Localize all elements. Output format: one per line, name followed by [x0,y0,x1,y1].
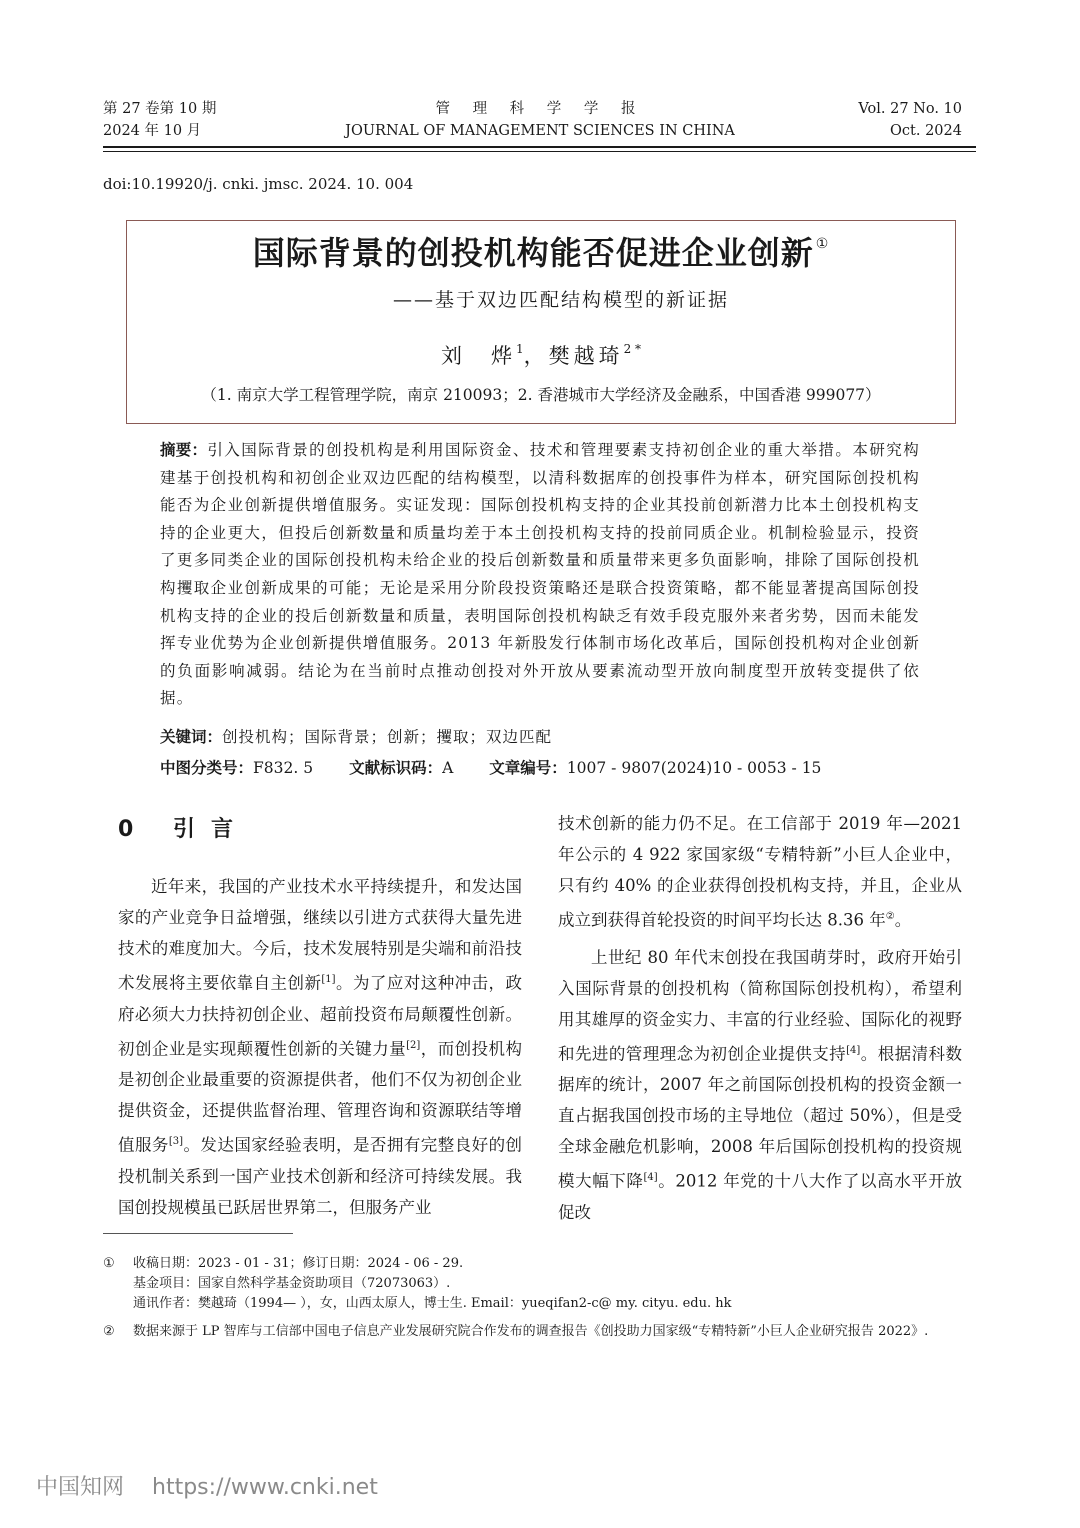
text-run: 。2012 年党的十八大作了以高水平开放促改 [558,1171,962,1222]
footnote-marker[interactable]: ② [885,911,895,922]
abstract-text: 引入国际背景的创投机构是利用国际资金、技术和管理要素支持初创企业的重大举措。本研究构建基于创投机构和初创企业双边匹配的结构模型，以清科数据库的创投事件为样本，研究国际创投机构能否为企业创新提供增值服务。实证发现：国际创投机构支持的企业其投前创新潜力比本土创投机构支持的企业更大，但投后创新数量和质量均差于本土创投机构支持的投前同质企业。机制检验显示，投资了更多同类企业的国际创投机构未给企业的投后创新数量和质量带来更多负面影响，排除了国际创投机构攫取企业创新成果的可能；无论是采用分阶段投资策略还是联合投资策略，都不能显著提高国际创投机构支持的企业的投后创新数量和质量，表明国际创投机构缺乏有效手段克服外来者劣势，因而未能发挥专业优势为企业创新提供增值服务。2013 年新股发行体制市场化改革后，国际创投机构对企业创新的负面影响减弱。结论为在当前时点推动创投对外开放从要素流动型开放向制度型开放转变提供了依据。 [160,441,920,708]
footnote-text: 数据来源于 LP 智库与工信部中国电子信息产业发展研究院合作发布的调查报告《创投助力国家级“专精特新”小巨人企业研究报告 2022》. [133,1324,929,1339]
text-run: 。为了应对这种冲击，政府必须大力扶持初创企业、超前投资布局颠覆性创新。初创企业是实现颠覆性创新的关键力量 [118,973,523,1058]
journal-name-en: JOURNAL OF MANAGEMENT SCIENCES IN CHINA [345,123,735,139]
journal-name-cn: 管 理 科 学 学 报 [435,101,645,117]
doc-code-value: A [442,759,454,777]
citation[interactable]: [4] [643,1172,658,1183]
classification-line [160,756,920,778]
author-separator: ， [523,344,549,368]
doc-code-label: 文献标识码： [349,759,443,777]
issue-date: 2024 年 10 月 [103,123,202,139]
citation[interactable]: [3] [168,1136,184,1147]
title-footnote-marker[interactable]: ① [815,236,830,252]
doi[interactable]: doi:10.19920/j. cnki. jmsc. 2024. 10. 004 [103,175,414,193]
issue-info [103,98,216,142]
header-rule-thin [103,151,976,152]
body-column-left [118,871,522,1223]
citation[interactable]: [1] [321,974,336,985]
footnote-corresponding: 通讯作者：樊越琦（1994— ），女，山西太原人，博士生. Email：yueqifan2-c@ my. cityu. edu. hk [133,1296,732,1311]
paragraph [558,808,962,936]
article-id-value: 1007 - 9807(2024)10 - 0053 - 15 [566,759,822,777]
text-run: 。 [894,910,912,930]
paragraph [118,871,522,1223]
keywords [160,725,920,747]
text-run: 上世纪 80 年代末创投在我国萌芽时，政府开始引入国际背景的创投机构（简称国际创投机构），希望利用其雄厚的资金实力、丰富的行业经验、国际化的视野和先进的管理理念为初创企业提供支持 [558,947,962,1063]
keywords-text: 创投机构；国际背景；创新；攫取；双边匹配 [222,728,553,746]
watermark [36,1470,378,1501]
issue-date-en: Oct. 2024 [890,123,962,139]
journal-name [300,98,780,142]
affiliations: （1. 南京大学工程管理学院，南京 210093；2. 香港城市大学经济及金融系，中国香港 999077） [201,386,881,404]
header-rule-thick [103,146,976,148]
citation[interactable]: [4] [846,1044,861,1056]
footnote-number: ① [103,1256,115,1271]
section-title: 引言 [172,817,249,842]
authors [126,340,956,370]
paper-title-text: 国际背景的创投机构能否促进企业创新 [252,234,814,272]
watermark-brand: 中国知网 [36,1475,125,1500]
footnote-rule [103,1233,293,1234]
paper-subtitle: ——基于双边匹配结构模型的新证据 [392,289,729,311]
article-id-label: 文章编号： [489,759,567,777]
watermark-url[interactable]: https://www.cnki.net [152,1475,378,1500]
section-heading [118,812,249,843]
clc-value: F832. 5 [253,759,314,777]
text-run: 。发达国家经验表明，是否拥有完整良好的创投机制关系到一国产业技术创新和经济可持续发展。我国创投规模虽已跃居世界第二，但服务产业 [118,1135,523,1217]
volume-issue-en: Vol. 27 No. 10 [858,101,962,117]
author-1-affil: 1 [515,342,524,356]
volume-issue: 第 27 卷第 10 期 [103,101,217,117]
footnote-2 [103,1322,976,1342]
paper-title [126,228,956,274]
abstract-label: 摘要： [160,441,208,459]
text-run: 近年来，我国的产业技术水平持续提升，和发达国家的产业竞争日益增强，继续以引进方式获得大量先进技术的难度加大。今后，技术发展特别是尖端和前沿技术发展将主要依靠自主创新 [118,877,522,993]
footnote-received: 收稿日期：2023 - 01 - 31；修订日期：2024 - 06 - 29. [133,1256,464,1271]
text-run: 。根据清科数据库的统计，2007 年之前国际创投机构的投资金额一直占据我国创投市场的主导地位（超过 50%），但是受全球金融危机影响，2008 年后国际创投机构的投资规模大幅下降 [558,1044,963,1191]
author-1: 刘 烨 [440,344,516,368]
citation[interactable]: [2] [406,1039,421,1051]
footnote-funding: 基金项目：国家自然科学基金资助项目（72073063）. [133,1276,451,1291]
paragraph [558,942,962,1228]
footnote-number: ② [103,1324,115,1339]
section-number: 0 [118,817,150,842]
abstract [160,437,920,713]
author-2: 樊越琦 [548,344,624,368]
text-run: ，而创投机构是初创企业最重要的资源提供者，他们不仅为初创企业提供资金，还提供监督治理、管理咨询和资源联结等增值服务 [118,1039,523,1155]
issue-info-en [858,98,962,142]
keywords-label: 关键词： [160,728,223,746]
text-run: 技术创新的能力仍不足。在工信部于 2019 年—2021 年公示的 4 922 家国家级“专精特新”小巨人企业中，只有约 40% 的企业获得创投机构支持，并且，企业从成立到获得首轮投资的时间平均长达 8.36 年 [558,814,962,930]
body-column-right [558,808,962,1228]
footnote-1 [103,1254,976,1314]
author-2-affil: 2 * [623,342,642,356]
clc-label: 中图分类号： [160,759,254,777]
